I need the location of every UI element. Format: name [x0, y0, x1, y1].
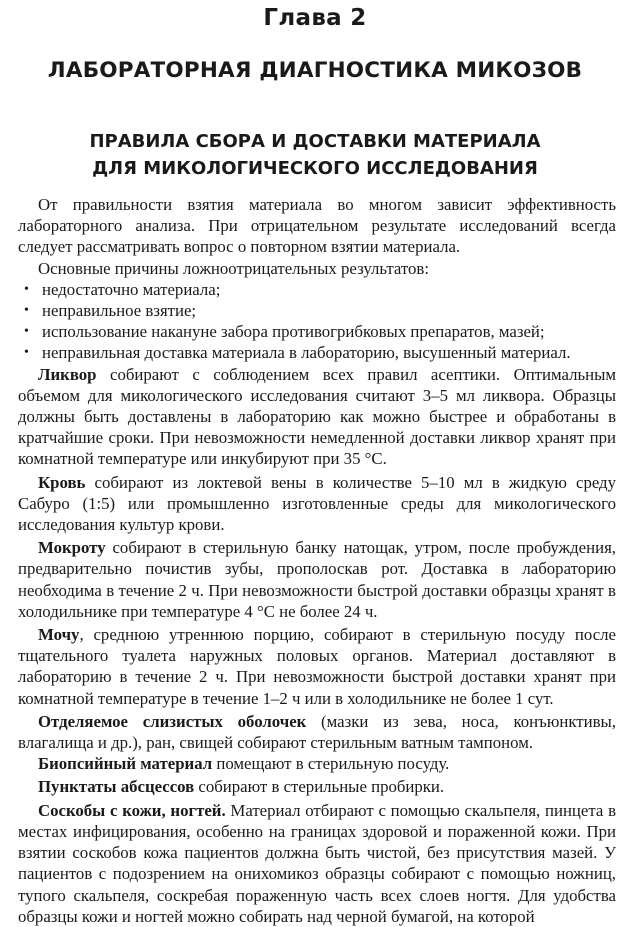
bullet-icon: • — [24, 345, 29, 361]
paragraph-scrapings — [18, 800, 616, 927]
term-sputum: Мокроту — [38, 538, 106, 558]
causes-heading: Основные причины ложноотрицательных результатов: — [38, 258, 430, 278]
bullet-icon: • — [24, 281, 29, 297]
paragraph-mucosa — [18, 711, 616, 753]
paragraph-biopsy — [18, 753, 616, 774]
list-item — [18, 342, 616, 363]
text-abscess: собирают в стерильные пробирки. — [194, 777, 445, 797]
paragraph-urine — [18, 624, 616, 709]
list-item — [18, 300, 616, 321]
text-scrapings: Материал отбирают с помощью скальпеля, пинцета в местах инфицирования, особенно на границах здоровой и пораженной кожи. При взятии соскобов кожа пациентов должна быть чистой, без присутствия мазей. У пациентов с подозрением на онихомикоз образцы собирают с помощью ножниц, тупого скальпеля, соскребая пораженную часть всех слоев ногтя. Для удобства образцы кожи и ногтей можно собирать над черной бумагой, на которой — [18, 800, 616, 926]
list-item — [18, 279, 616, 300]
text-sputum: собирают в стерильную банку натощак, утром, после пробуждения, предварительно почистив зубы, прополоскав рот. Доставка в лабораторию необходима в течение 2 ч. При невозможности быстрой доставки образцы хранят в холодильнике при температуре 4 °С не более 24 ч. — [18, 538, 616, 621]
term-mucosa: Отделяемое слизистых оболочек — [38, 711, 307, 731]
intro-paragraph: От правильности взятия материала во многом зависит эффективность лабораторного анализа. При отрицательном результате исследований всегда следует рассматривать вопрос о повторном взятии материала. — [18, 195, 616, 257]
paragraph-sputum — [18, 537, 616, 622]
text-liquor: собирают с соблюдением всех правил асептики. Оптимальным объемом для микологического исследования считают 3–5 мл ликвора. Образцы должны быть доставлены в лабораторию как можно быстрее и обработаны в кратчайшие сроки. При невозможности немедленной доставки ликвор хранят при комнатной температуре или инкубируют при 35 °С. — [18, 364, 616, 469]
term-abscess: Пунктаты абсцессов — [38, 777, 195, 797]
term-biopsy: Биопсийный материал — [38, 754, 213, 774]
causes-list — [18, 279, 616, 364]
list-item — [18, 321, 616, 342]
section-title-line-1: ПРАВИЛА СБОРА И ДОСТАВКИ МАТЕРИАЛА — [89, 131, 541, 152]
term-liquor: Ликвор — [38, 364, 97, 384]
bullet-icon: • — [24, 303, 29, 319]
bullet-icon: • — [24, 324, 29, 340]
text-mucosa: (мазки из зева, носа, конъюнктивы, влагалища и др.), ран, свищей собирают стерильным ватным тампоном. — [18, 711, 616, 753]
chapter-label: Глава 2 — [263, 5, 367, 31]
section-title-line-2: ДЛЯ МИКОЛОГИЧЕСКОГО ИССЛЕДОВАНИЯ — [92, 158, 538, 179]
paragraph-liquor — [18, 364, 616, 470]
term-blood: Кровь — [38, 472, 86, 492]
text-blood: собирают из локтевой вены в количестве 5–10 мл в жидкую среду Сабуро (1:5) или промышленно изготовленные среды для микологического исследования культур крови. — [18, 472, 616, 535]
list-item-text: неправильное взятие; — [42, 301, 197, 321]
paragraph-blood — [18, 472, 616, 536]
term-urine: Мочу — [38, 625, 80, 645]
text-biopsy: помещают в стерильную посуду. — [212, 754, 450, 774]
list-item-text: неправильная доставка материала в лабораторию, высушенный материал. — [42, 343, 571, 363]
text-urine: , среднюю утреннюю порцию, собирают в стерильную посуду после тщательного туалета наружных половых органов. Материал доставляют в лабораторию в течение 2 ч. При невозможности быстрой доставки хранят при комнатной температуре в течение 1–2 ч или в холодильнике не более 1 сут. — [18, 625, 616, 708]
section-title — [0, 128, 630, 182]
term-scrapings: Соскобы с кожи, ногтей. — [38, 800, 226, 820]
chapter-title: ЛАБОРАТОРНАЯ ДИАГНОСТИКА МИКОЗОВ — [47, 58, 583, 83]
paragraph-abscess — [18, 776, 616, 797]
list-item-text: использование накануне забора противогрибковых препаратов, мазей; — [42, 322, 545, 342]
list-item-text: недостаточно материала; — [42, 279, 221, 299]
body-text — [18, 194, 616, 927]
